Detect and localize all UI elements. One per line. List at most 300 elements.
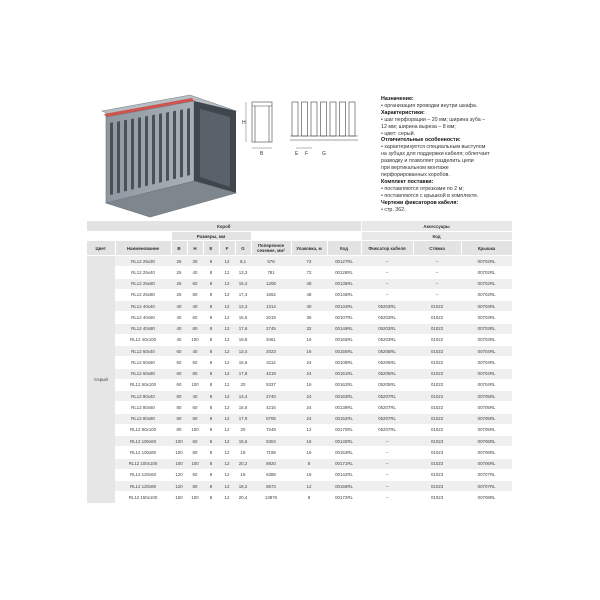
duct-tooth <box>349 102 355 136</box>
cell-code: 00139RL <box>327 402 361 413</box>
cell-b: 150 <box>171 492 187 503</box>
cell-clip: – <box>413 289 461 300</box>
cell-e: 8 <box>203 424 219 435</box>
features-line: разводку и позволяет разделить цепи <box>381 158 474 165</box>
col-header-f: F <box>219 241 235 256</box>
cell-pack: 16 <box>291 447 327 458</box>
cell-b: 120 <box>171 469 187 480</box>
cell-clip: 01022 <box>413 301 461 312</box>
cell-e: 8 <box>203 391 219 402</box>
features-line: при вертикальном монтаже <box>381 165 449 172</box>
duct-tooth <box>292 102 298 136</box>
cell-g: 17,9 <box>235 413 251 424</box>
cell-name: RL12 40х100 <box>115 334 171 345</box>
cell-name: RL12 40х60 <box>115 312 171 323</box>
cell-clip: 01022 <box>413 424 461 435</box>
cell-pack: 16 <box>291 346 327 357</box>
duct-slot <box>166 112 169 181</box>
table-row <box>87 469 512 480</box>
cell-h: 60 <box>187 357 203 368</box>
duct-slot <box>124 120 127 192</box>
cell-lid: 00704RL <box>461 346 512 357</box>
duct-slot <box>145 116 148 186</box>
duct-tooth <box>302 102 308 136</box>
specs-line: • цвет: серый. <box>381 130 416 137</box>
cell-fixer: – <box>361 436 413 447</box>
cell-e: 8 <box>203 301 219 312</box>
delivery-line: • поставляются отрезками по 2 м; <box>381 185 464 192</box>
cell-e: 8 <box>203 413 219 424</box>
cell-f: 12 <box>219 469 235 480</box>
cell-h: 80 <box>187 289 203 300</box>
cell-pack: 12 <box>291 481 327 492</box>
cell-g: 20 <box>235 424 251 435</box>
cell-f: 12 <box>219 289 235 300</box>
cell-g: 17,4 <box>235 289 251 300</box>
cell-b: 100 <box>171 436 187 447</box>
cell-f: 12 <box>219 346 235 357</box>
col-header-h: H <box>187 241 203 256</box>
cell-pack: 16 <box>291 334 327 345</box>
cell-fixer: 05205RL <box>361 346 413 357</box>
delivery-title: Комплект поставки: <box>381 178 434 185</box>
cell-fixer: 05203RL <box>361 301 413 312</box>
cell-section: 2740 <box>251 391 291 402</box>
cell-clip: – <box>413 278 461 289</box>
cell-clip: – <box>413 267 461 278</box>
cell-h: 100 <box>187 379 203 390</box>
cell-code: 00140RL <box>327 436 361 447</box>
duct-slot <box>131 119 134 190</box>
cell-e: 8 <box>203 458 219 469</box>
features-line: перфорированных коробов. <box>381 171 450 178</box>
cell-name: RL12 80х60 <box>115 402 171 413</box>
cell-clip: 01023 <box>413 492 461 503</box>
duct-tooth <box>321 102 327 136</box>
cell-g: 13,3 <box>235 267 251 278</box>
cell-pack: 12 <box>291 424 327 435</box>
cell-b: 40 <box>171 312 187 323</box>
col-header-b: B <box>171 241 187 256</box>
cell-pack: 24 <box>291 402 327 413</box>
cell-lid: 00705RL <box>461 413 512 424</box>
cell-code: 00108RL <box>327 357 361 368</box>
cell-code: 00134RL <box>327 301 361 312</box>
table-row <box>87 379 512 390</box>
table-row <box>87 334 512 345</box>
cell-section: 781 <box>251 267 291 278</box>
cell-b: 80 <box>171 391 187 402</box>
specs-title: Характеристики: <box>381 109 425 116</box>
cell-lid: 00705RL <box>461 402 512 413</box>
cell-lid: 00702RL <box>461 289 512 300</box>
cell-e: 8 <box>203 447 219 458</box>
duct-slot <box>117 121 120 193</box>
duct-tooth <box>311 102 317 136</box>
cell-b: 40 <box>171 301 187 312</box>
cell-g: 9,1 <box>235 256 251 267</box>
cell-code: 00155RL <box>327 346 361 357</box>
cell-fixer: 05205RL <box>361 357 413 368</box>
table-row <box>87 481 512 492</box>
cell-section: 3114 <box>251 357 291 368</box>
cell-f: 12 <box>219 278 235 289</box>
dim-label-gap: G <box>322 151 326 157</box>
cell-lid: 00706RL <box>461 447 512 458</box>
cell-name: RL12 60х100 <box>115 379 171 390</box>
cell-pack: 16 <box>291 436 327 447</box>
cell-pack: 24 <box>291 413 327 424</box>
cell-code: 00162RL <box>327 379 361 390</box>
cell-e: 8 <box>203 481 219 492</box>
cell-code: 00165RL <box>327 334 361 345</box>
cell-e: 8 <box>203 357 219 368</box>
cell-lid: 00703RL <box>461 301 512 312</box>
cell-e: 8 <box>203 492 219 503</box>
col-header-section: Поперечное сечение, мм² <box>251 241 291 256</box>
product-photo <box>100 93 238 225</box>
table-row <box>87 458 512 469</box>
cell-clip: 01023 <box>413 458 461 469</box>
duct-slot <box>159 113 162 182</box>
cell-fixer: – <box>361 256 413 267</box>
table-row <box>87 301 512 312</box>
cell-b: 60 <box>171 346 187 357</box>
cell-h: 100 <box>187 424 203 435</box>
duct-slot <box>187 108 190 176</box>
cell-f: 12 <box>219 391 235 402</box>
cell-section: 6388 <box>251 469 291 480</box>
table-row <box>87 357 512 368</box>
cell-f: 12 <box>219 413 235 424</box>
table-row <box>87 424 512 435</box>
col-header-lid: Крышка <box>461 241 512 256</box>
cell-e: 8 <box>203 346 219 357</box>
cell-lid: 00703RL <box>461 323 512 334</box>
product-description <box>381 96 511 213</box>
technical-drawings <box>240 96 380 158</box>
cell-h: 30 <box>187 256 203 267</box>
cell-pack: 48 <box>291 278 327 289</box>
cell-pack: 24 <box>291 368 327 379</box>
cell-g: 16 <box>235 469 251 480</box>
cell-section: 4216 <box>251 402 291 413</box>
cell-h: 40 <box>187 301 203 312</box>
cell-clip: 01022 <box>413 334 461 345</box>
cell-code: 00159RL <box>327 481 361 492</box>
cell-section: 1652 <box>251 289 291 300</box>
cell-section: 3461 <box>251 334 291 345</box>
cell-pack: 24 <box>291 357 327 368</box>
cell-name: RL12 40х80 <box>115 323 171 334</box>
cell-section: 5706 <box>251 413 291 424</box>
cell-lid: 00702RL <box>461 256 512 267</box>
specs-line: 12 мм; ширина выреза – 8 мм; <box>381 123 456 130</box>
cell-name: RL12 80х100 <box>115 424 171 435</box>
group-header-accessories: Аксессуары <box>361 221 512 232</box>
cell-name: RL12 100х80 <box>115 447 171 458</box>
dim-label-base: B <box>260 151 264 157</box>
duct-slot <box>138 117 141 188</box>
cell-section: 2745 <box>251 323 291 334</box>
cell-clip: – <box>413 256 461 267</box>
cell-e: 8 <box>203 312 219 323</box>
cell-lid: 00704RL <box>461 368 512 379</box>
delivery-line: • поставляются с крышкой в комплекте. <box>381 192 479 199</box>
table-row <box>87 413 512 424</box>
cell-name: RL12 150х100 <box>115 492 171 503</box>
features-line: на зубцах для поддержки кабеля; облегчает <box>381 151 490 158</box>
cell-fixer: 05203RL <box>361 323 413 334</box>
cell-h: 80 <box>187 447 203 458</box>
cell-e: 8 <box>203 436 219 447</box>
cell-g: 17,8 <box>235 368 251 379</box>
cell-h: 60 <box>187 312 203 323</box>
cell-h: 60 <box>187 402 203 413</box>
cell-g: 18 <box>235 447 251 458</box>
cell-e: 8 <box>203 368 219 379</box>
features-line: • характеризуется специальным выступом <box>381 144 486 151</box>
cell-section: 7198 <box>251 447 291 458</box>
cell-e: 8 <box>203 402 219 413</box>
cell-name: RL12 60х40 <box>115 346 171 357</box>
cell-g: 15,6 <box>235 357 251 368</box>
cell-code: 00172RL <box>327 492 361 503</box>
cell-clip: 01022 <box>413 312 461 323</box>
cell-h: 60 <box>187 278 203 289</box>
cell-g: 15,6 <box>235 436 251 447</box>
col-header-e: E <box>203 241 219 256</box>
cell-section: 1314 <box>251 301 291 312</box>
cell-section: 2023 <box>251 346 291 357</box>
cell-pack: 40 <box>291 301 327 312</box>
cell-g: 13,4 <box>235 346 251 357</box>
cell-code: 00171RL <box>327 458 361 469</box>
cell-lid: 00705RL <box>461 424 512 435</box>
cell-clip: 01023 <box>413 469 461 480</box>
group-header-code: Код <box>361 232 512 241</box>
cell-pack: 8 <box>291 492 327 503</box>
table-row <box>87 368 512 379</box>
cell-b: 80 <box>171 413 187 424</box>
cell-clip: 01022 <box>413 402 461 413</box>
cell-f: 12 <box>219 379 235 390</box>
cell-b: 40 <box>171 334 187 345</box>
cell-name: RL12 80х40 <box>115 391 171 402</box>
cell-f: 12 <box>219 334 235 345</box>
cell-code: 00153RL <box>327 447 361 458</box>
duct-tooth <box>340 102 346 136</box>
cell-clip: 01022 <box>413 323 461 334</box>
cell-e: 8 <box>203 334 219 345</box>
cell-h: 80 <box>187 323 203 334</box>
cell-pack: 32 <box>291 323 327 334</box>
table-row <box>87 323 512 334</box>
cell-e: 8 <box>203 469 219 480</box>
cell-name: RL12 120х80 <box>115 481 171 492</box>
cell-f: 12 <box>219 357 235 368</box>
cell-b: 60 <box>171 379 187 390</box>
cell-g: 15,5 <box>235 312 251 323</box>
cell-name: RL12 100х100 <box>115 458 171 469</box>
cell-e: 8 <box>203 289 219 300</box>
cell-fixer: 05207RL <box>361 402 413 413</box>
table-row <box>87 391 512 402</box>
cell-f: 12 <box>219 301 235 312</box>
cell-f: 12 <box>219 368 235 379</box>
cell-f: 12 <box>219 481 235 492</box>
cell-code: 00142RL <box>327 469 361 480</box>
drawings-title: Чертежи фиксаторов кабеля: <box>381 199 459 206</box>
cell-code: 00127RL <box>327 256 361 267</box>
cell-fixer: – <box>361 492 413 503</box>
cell-f: 12 <box>219 436 235 447</box>
cell-lid: 00708RL <box>461 492 512 503</box>
cell-lid: 00706RL <box>461 436 512 447</box>
cell-name: RL12 100х60 <box>115 436 171 447</box>
table-row <box>87 436 512 447</box>
purpose-title: Назначение: <box>381 96 414 102</box>
cell-g: 20 <box>235 379 251 390</box>
cell-clip: 01022 <box>413 346 461 357</box>
cell-fixer: 05203RL <box>361 312 413 323</box>
cell-b: 25 <box>171 289 187 300</box>
col-header-fixer: Фиксатор кабеля <box>361 241 413 256</box>
cell-h: 80 <box>187 368 203 379</box>
cell-section: 8673 <box>251 481 291 492</box>
cell-pack: 36 <box>291 312 327 323</box>
cell-b: 80 <box>171 424 187 435</box>
cell-lid: 00702RL <box>461 278 512 289</box>
cell-e: 8 <box>203 267 219 278</box>
cell-pack: 24 <box>291 391 327 402</box>
cell-section: 2019 <box>251 312 291 323</box>
cell-g: 13,3 <box>235 301 251 312</box>
table-row <box>87 346 512 357</box>
cell-color: Серый <box>87 256 115 504</box>
cell-name: RL12 25х40 <box>115 267 171 278</box>
cell-code: 00107RL <box>327 312 361 323</box>
cell-b: 100 <box>171 447 187 458</box>
col-header-clip: Стяжка <box>413 241 461 256</box>
col-header-color: Цвет <box>87 241 115 256</box>
cell-pack: 48 <box>291 289 327 300</box>
cell-e: 8 <box>203 256 219 267</box>
cell-pack: 72 <box>291 256 327 267</box>
cell-pack: 16 <box>291 469 327 480</box>
cell-fixer: – <box>361 481 413 492</box>
cell-h: 100 <box>187 458 203 469</box>
specs-line: • шаг перфорации – 20 мм; ширина зуба – <box>381 116 486 123</box>
cell-fixer: – <box>361 278 413 289</box>
cell-f: 12 <box>219 424 235 435</box>
cell-g: 17,6 <box>235 323 251 334</box>
duct-slot <box>173 111 176 180</box>
col-header-code: Код <box>327 241 361 256</box>
cell-name: RL12 25х80 <box>115 289 171 300</box>
cell-h: 40 <box>187 391 203 402</box>
cell-clip: 01022 <box>413 413 461 424</box>
cell-b: 60 <box>171 357 187 368</box>
table-row <box>87 447 512 458</box>
cell-g: 15,4 <box>235 278 251 289</box>
cell-clip: 01022 <box>413 391 461 402</box>
cell-clip: 01023 <box>413 481 461 492</box>
cell-b: 80 <box>171 402 187 413</box>
cell-code: 00152RL <box>327 413 361 424</box>
table-row <box>87 256 512 267</box>
cell-section: 13876 <box>251 492 291 503</box>
cell-fixer: 05205RL <box>361 379 413 390</box>
cell-h: 80 <box>187 413 203 424</box>
cell-b: 100 <box>171 458 187 469</box>
cell-b: 120 <box>171 481 187 492</box>
cell-fixer: 05207RL <box>361 391 413 402</box>
cell-h: 60 <box>187 469 203 480</box>
dim-label-pitch: E <box>295 151 299 157</box>
purpose-line: • организация проводки внутри шкафа. <box>381 102 478 109</box>
cell-g: 20,2 <box>235 458 251 469</box>
cell-fixer: – <box>361 289 413 300</box>
cell-fixer: 05207RL <box>361 424 413 435</box>
drawings-line: • стр. 362. <box>381 206 406 213</box>
cell-f: 12 <box>219 312 235 323</box>
col-header-pack: Упаковка, м <box>291 241 327 256</box>
table-row <box>87 289 512 300</box>
cell-h: 100 <box>187 492 203 503</box>
cell-lid: 00706RL <box>461 458 512 469</box>
cell-code: 00149RL <box>327 323 361 334</box>
cell-section: 1206 <box>251 278 291 289</box>
cell-lid: 00703RL <box>461 312 512 323</box>
cell-section: 4219 <box>251 368 291 379</box>
cell-e: 8 <box>203 379 219 390</box>
cell-g: 19,8 <box>235 334 251 345</box>
cell-code: 00128RL <box>327 267 361 278</box>
table-row <box>87 492 512 503</box>
cell-f: 12 <box>219 267 235 278</box>
cell-h: 40 <box>187 346 203 357</box>
cell-h: 100 <box>187 334 203 345</box>
cell-clip: 01023 <box>413 447 461 458</box>
cell-lid: 00703RL <box>461 334 512 345</box>
cell-lid: 00707RL <box>461 481 512 492</box>
cell-code: 00146RL <box>327 289 361 300</box>
features-title: Отличительные особенности: <box>381 137 461 144</box>
cell-clip: 01022 <box>413 379 461 390</box>
cell-code: 00163RL <box>327 391 361 402</box>
cell-fixer: – <box>361 447 413 458</box>
table-row <box>87 267 512 278</box>
table-row <box>87 312 512 323</box>
cell-lid: 00704RL <box>461 357 512 368</box>
cell-g: 20,4 <box>235 492 251 503</box>
cell-code: 00136RL <box>327 278 361 289</box>
cell-fixer: 05203RL <box>361 334 413 345</box>
duct-tooth <box>330 102 336 136</box>
cell-name: RL12 60х60 <box>115 357 171 368</box>
cell-fixer: 05205RL <box>361 368 413 379</box>
cell-b: 25 <box>171 267 187 278</box>
cell-e: 8 <box>203 323 219 334</box>
cell-g: 18,2 <box>235 481 251 492</box>
cell-e: 8 <box>203 278 219 289</box>
cell-code: 00151RL <box>327 368 361 379</box>
dim-label-height: H <box>242 120 246 126</box>
cell-f: 12 <box>219 458 235 469</box>
table-row <box>87 402 512 413</box>
cell-lid: 00702RL <box>461 267 512 278</box>
